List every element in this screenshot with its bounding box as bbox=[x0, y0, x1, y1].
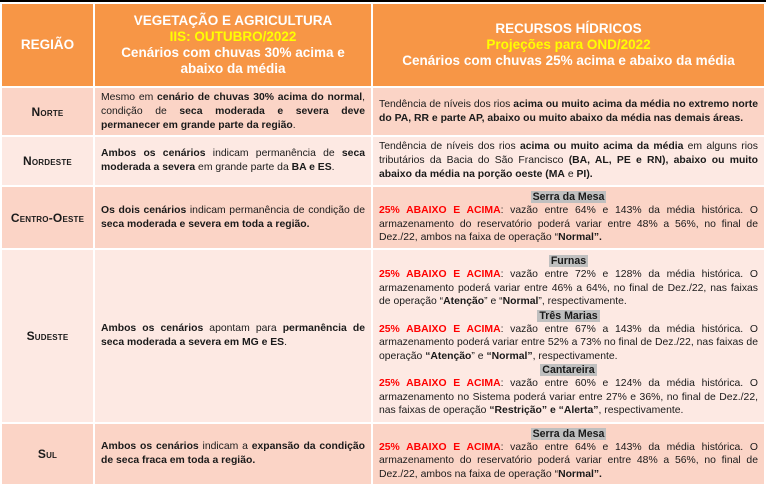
text-run: Normal”. bbox=[558, 232, 602, 244]
water-cell bbox=[372, 249, 765, 423]
text-run: seca moderada a severa bbox=[101, 148, 366, 173]
text-run: indicam a bbox=[198, 441, 252, 452]
text-run: expansão da condição de seca fraca em toda a região. bbox=[101, 441, 366, 466]
reservoir-name-highlight: Serra da Mesa bbox=[532, 191, 605, 204]
text-run: , respectivamente. bbox=[598, 405, 684, 417]
text-run: ” e “ bbox=[484, 296, 503, 308]
water-cell bbox=[372, 186, 765, 249]
text-run: “Normal” bbox=[486, 350, 533, 362]
table-row bbox=[1, 423, 765, 485]
text-run: Ambos os cenários bbox=[101, 323, 204, 334]
vegetation-scenario: Cenários com chuvas 30% acima e abaixo da média bbox=[121, 45, 345, 76]
vegetation-cell bbox=[94, 87, 372, 136]
reservoir-name bbox=[379, 363, 758, 377]
text-run: acima ou muito acima da média bbox=[519, 141, 684, 152]
text-run: , respectivamente. bbox=[532, 350, 618, 362]
reservoir-projection bbox=[379, 441, 758, 482]
text-run: indicam permanência de bbox=[205, 148, 342, 159]
text-run: PI). bbox=[576, 169, 593, 180]
text-run: “Atenção bbox=[425, 350, 472, 362]
reservoir-projection bbox=[379, 377, 758, 418]
text-run: : vazão entre 64% e 143% da média histórica. O armazenamento do reservatório poderá variar entre 48% a 56%, no final de Dez./22, ambos na faixa de operação “ bbox=[379, 441, 758, 480]
reservoir-name bbox=[379, 427, 758, 441]
vegetation-subtitle: IIS: OUTUBRO/2022 bbox=[169, 29, 297, 44]
scenario-label: 25% ABAIXO E ACIMA bbox=[379, 441, 501, 453]
text-run: Tendência de níveis dos rios bbox=[379, 98, 514, 110]
header-row bbox=[1, 3, 765, 87]
region-name: Nordeste bbox=[1, 136, 94, 186]
text-run: em alguns rios tributários da Bacia do São Francisco bbox=[379, 141, 758, 166]
region-name: Norte bbox=[1, 87, 94, 136]
reservoir-name-highlight: Três Marias bbox=[539, 309, 598, 322]
vegetation-cell bbox=[94, 423, 372, 485]
text-run: ” e bbox=[471, 350, 487, 362]
drought-outlook-table bbox=[0, 2, 766, 486]
text-run: seca moderada e severa deve permanecer em grande parte da região bbox=[101, 105, 365, 131]
text-run: (BA, AL, PE e RN), abaixo ou muito abaixo da média na porção oeste (MA bbox=[379, 155, 758, 180]
vegetation-column-header bbox=[94, 3, 372, 87]
reservoir-name-highlight: Serra da Mesa bbox=[532, 427, 605, 440]
text-run: em grande parte da bbox=[195, 162, 292, 173]
scenario-label: 25% ABAIXO E ACIMA bbox=[379, 378, 501, 390]
reservoir-projection bbox=[379, 204, 758, 245]
water-subtitle: Projeções para OND/2022 bbox=[486, 37, 651, 52]
region-name: Sul bbox=[1, 423, 94, 485]
text-run: Mesmo em bbox=[101, 91, 158, 103]
text-run: Tendência de níveis dos rios bbox=[379, 141, 520, 152]
reservoir-projection bbox=[379, 268, 758, 309]
text-run: Normal bbox=[502, 296, 539, 308]
text-run: . bbox=[292, 119, 296, 131]
table-row bbox=[1, 186, 765, 249]
text-run: : vazão entre 64% e 143% da média histórica. O armazenamento do reservatório poderá variar entre 48% a 56%, no final de Dez./22, ambos na faixa de operação “ bbox=[379, 205, 758, 244]
text-run: : vazão entre 60% e 124% da média histórica. O armazenamento no Sistema poderá variar entre 27% e 36%, no final de Dez./22, nas faixas de operação bbox=[379, 378, 758, 417]
text-run: : vazão entre 67% a 143% da média histórica. O armazenamento poderá variar entre 52% a 73% no final de Dez./22, nas faixas de operação bbox=[379, 323, 758, 362]
vegetation-title: VEGETAÇÃO E AGRICULTURA bbox=[133, 13, 333, 28]
water-cell bbox=[372, 136, 765, 186]
water-cell bbox=[372, 87, 765, 136]
text-run: indicam permanência de condição de bbox=[186, 204, 365, 216]
text-run: . bbox=[331, 162, 335, 173]
vegetation-cell bbox=[94, 186, 372, 249]
reservoir-name-highlight: Furnas bbox=[550, 255, 587, 268]
vegetation-cell bbox=[94, 136, 372, 186]
scenario-label: 25% ABAIXO E ACIMA bbox=[379, 269, 501, 281]
table-row bbox=[1, 249, 765, 423]
scenario-label: 25% ABAIXO E ACIMA bbox=[379, 323, 501, 335]
text-run: cenário de chuvas 30% acima do normal bbox=[157, 91, 363, 103]
text-run: “Restrição” e “Alerta” bbox=[489, 405, 599, 417]
text-run: apontam para bbox=[203, 323, 283, 334]
region-name: Sudeste bbox=[1, 249, 94, 423]
scenario-label: 25% ABAIXO E ACIMA bbox=[379, 205, 501, 217]
text-run: . bbox=[284, 337, 287, 348]
vegetation-cell bbox=[94, 249, 372, 423]
text-run: Normal”. bbox=[558, 468, 602, 480]
text-run: seca moderada e severa em toda a região. bbox=[101, 218, 310, 230]
reservoir-name-highlight: Cantareira bbox=[542, 364, 595, 377]
reservoir-name bbox=[379, 309, 758, 323]
table-row bbox=[1, 136, 765, 186]
text-run: permanência de seca moderada a severa em MG e ES bbox=[101, 323, 365, 348]
reservoir-name bbox=[379, 190, 758, 204]
text-run: : vazão entre 72% e 128% da média histórica. O armazenamento poderá variar entre 46% a 64%, no final de Dez./22, nas faixas de operação “ bbox=[379, 269, 758, 308]
water-column-header bbox=[372, 3, 765, 87]
text-run: e bbox=[564, 169, 577, 180]
text-run: Ambos os cenários bbox=[101, 148, 206, 159]
text-run: Os dois cenários bbox=[101, 204, 187, 216]
text-run: Atenção bbox=[443, 296, 485, 308]
water-scenario: Cenários com chuvas 25% acima e abaixo da média bbox=[402, 53, 735, 68]
text-run: , condição de bbox=[101, 91, 365, 117]
water-title: RECURSOS HÍDRICOS bbox=[495, 21, 642, 36]
text-run: acima ou muito acima da média no extremo norte do PA, RR e parte AP, abaixo ou muito abaixo da média nas demais áreas. bbox=[379, 98, 758, 124]
text-run: ”, respectivamente. bbox=[538, 296, 627, 308]
text-run: Ambos os cenários bbox=[101, 441, 199, 452]
water-cell bbox=[372, 423, 765, 485]
reservoir-name bbox=[379, 254, 758, 268]
region-column-header: REGIÃO bbox=[1, 3, 94, 87]
table-row bbox=[1, 87, 765, 136]
text-run: BA e ES bbox=[291, 162, 332, 173]
region-name: Centro-Oeste bbox=[1, 186, 94, 249]
reservoir-projection bbox=[379, 323, 758, 364]
